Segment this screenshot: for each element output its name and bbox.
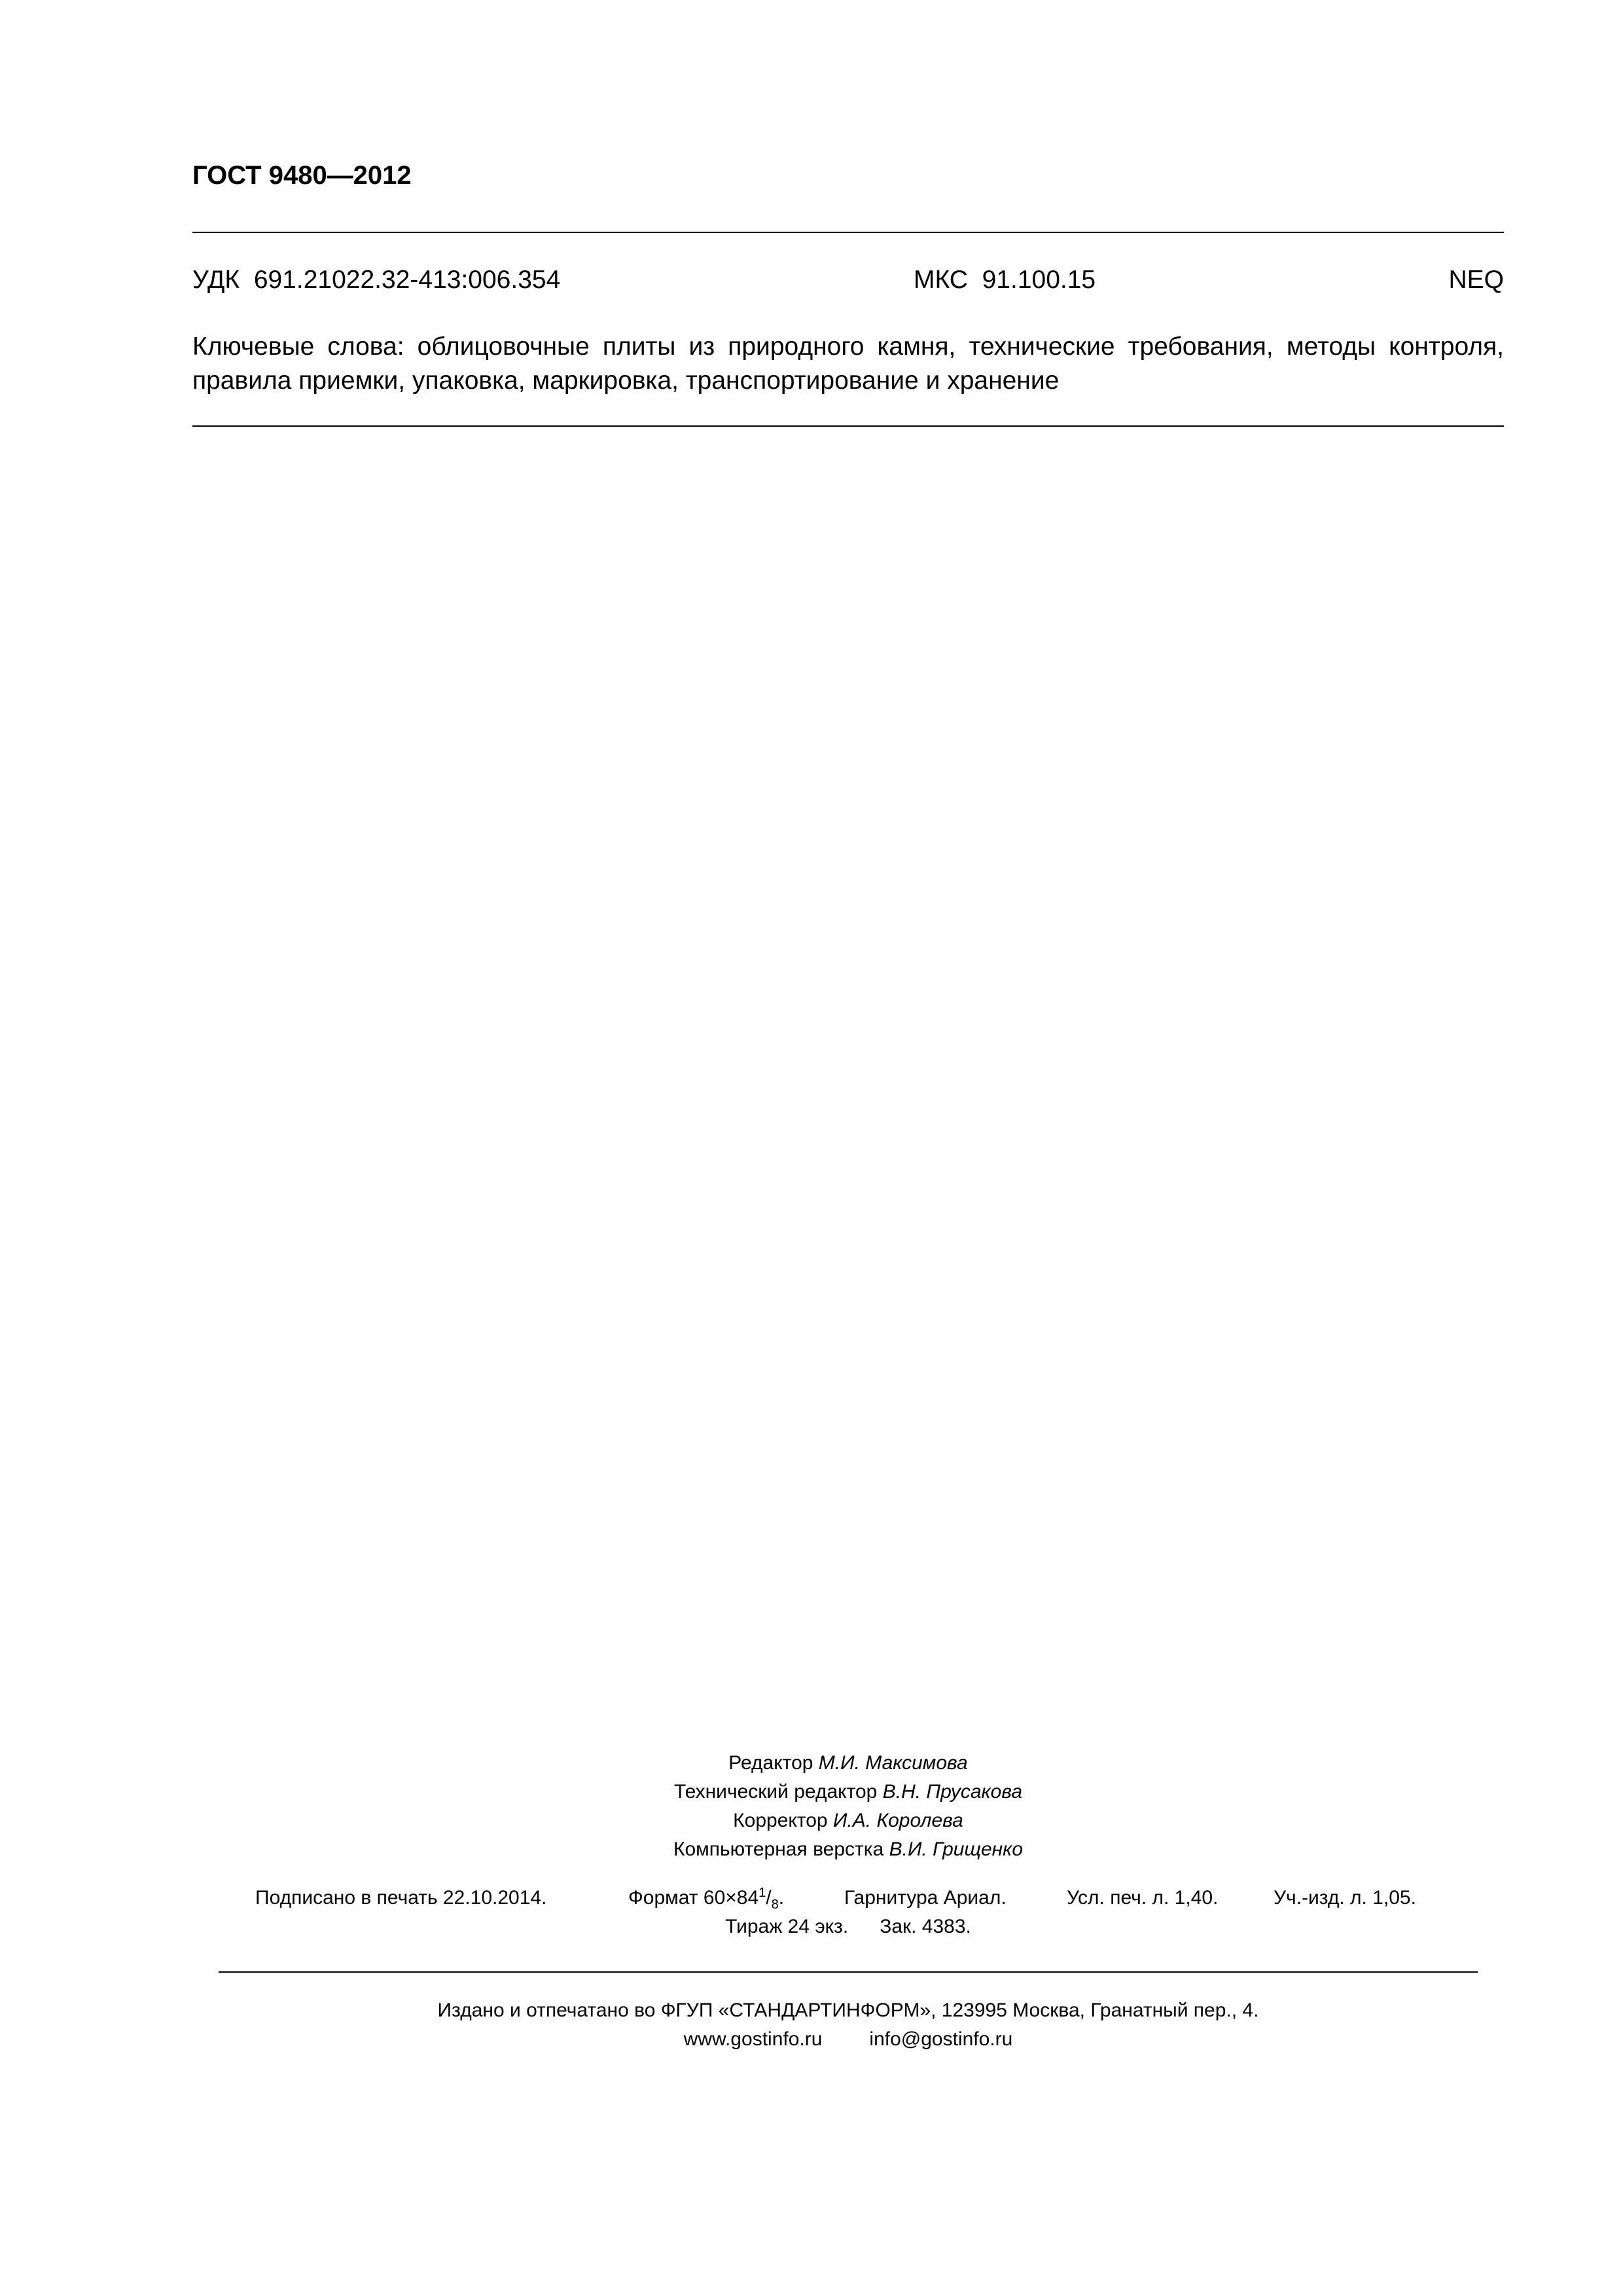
credit-editor: [192, 1749, 1504, 1778]
credit-proofreader: [192, 1806, 1504, 1835]
credit-name: В.Н. Прусакова: [882, 1781, 1023, 1803]
udk-code: УДК 691.21022.32-413:006.354: [192, 266, 561, 294]
format-denominator: 8: [771, 1897, 779, 1912]
website-link[interactable]: www.gostinfo.ru: [683, 2028, 823, 2050]
keywords-block: [192, 330, 1504, 398]
divider-bottom: [219, 1971, 1478, 1973]
circulation-row: [192, 1912, 1504, 1941]
paper-format: [628, 1884, 784, 1912]
credit-role: Компьютерная верстка: [673, 1839, 884, 1860]
equivalence-degree: NEQ: [1448, 266, 1504, 294]
credit-role: Технический редактор: [673, 1781, 878, 1803]
credit-tech-editor: [192, 1778, 1504, 1806]
publisher-contacts: [192, 2025, 1504, 2054]
document-code: ГОСТ 9480—2012: [192, 161, 412, 190]
credit-name: В.И. Грищенко: [889, 1839, 1024, 1860]
typeface: Гарнитура Ариал.: [844, 1887, 1007, 1909]
keywords-line-2: правила приемки, упаковка, маркировка, транспортирование и хранение: [192, 367, 1060, 395]
credit-role: Корректор: [733, 1810, 828, 1831]
credits-block: [192, 1749, 1504, 1864]
format-prefix: Формат 60×84: [628, 1887, 759, 1909]
publication-sheets: Уч.-изд. л. 1,05.: [1274, 1887, 1416, 1909]
email-link[interactable]: info@gostinfo.ru: [869, 2028, 1013, 2050]
credit-role: Редактор: [728, 1752, 813, 1774]
signed-date: Подписано в печать 22.10.2014.: [255, 1887, 547, 1909]
format-numerator: 1: [758, 1886, 766, 1900]
credit-layout: [192, 1835, 1504, 1864]
format-suffix: .: [778, 1887, 785, 1909]
publisher-line: Издано и отпечатано во ФГУП «СТАНДАРТИНФОРМ», 123995 Москва, Гранатный пер., 4.: [437, 2000, 1259, 2021]
divider-middle: [192, 425, 1504, 427]
print-sheets: Усл. печ. л. 1,40.: [1067, 1887, 1219, 1909]
keywords-line-1: Ключевые слова: облицовочные плиты из природного камня, технические требования, методы контроля,: [192, 332, 1504, 361]
divider-top: [192, 232, 1504, 233]
mks-code: МКС 91.100.15: [914, 266, 1096, 294]
credit-name: И.А. Королева: [832, 1810, 963, 1831]
credit-name: М.И. Максимова: [818, 1752, 968, 1774]
circulation: Тираж 24 экз.: [725, 1916, 849, 1937]
format-slash: /: [766, 1887, 772, 1909]
order-number: Зак. 4383.: [880, 1916, 971, 1937]
